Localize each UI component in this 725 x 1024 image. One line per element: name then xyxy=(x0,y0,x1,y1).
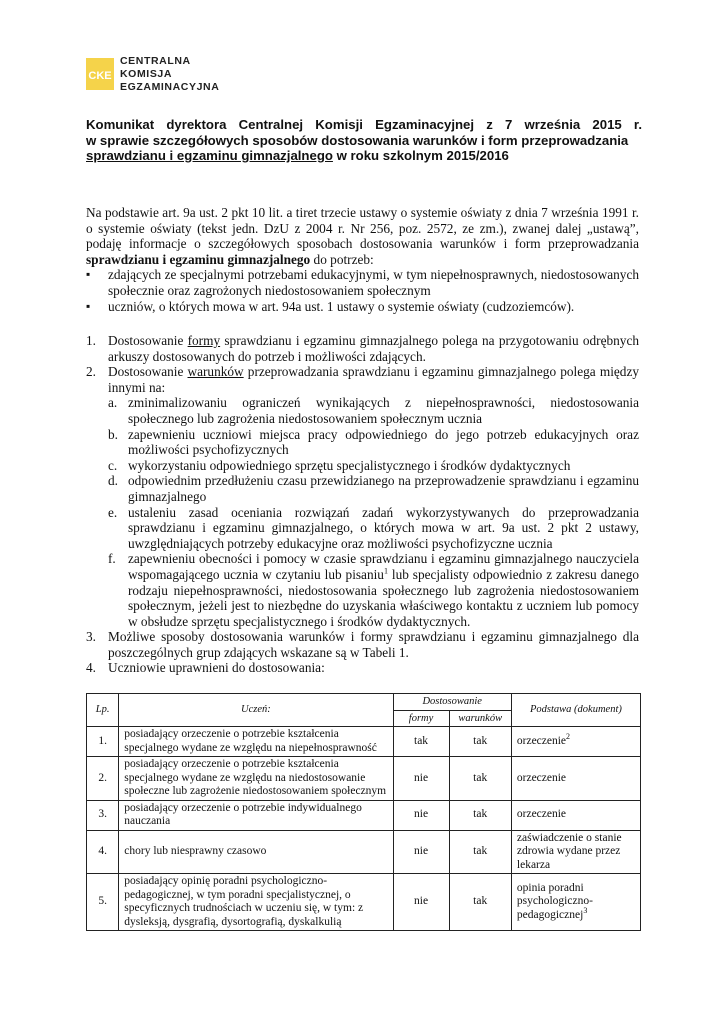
list-number: 3. xyxy=(86,629,96,645)
podstawa-text: orzeczenie xyxy=(516,734,567,747)
sub-text: ustaleniu zasad oceniania rozwiązań zadań wykorzystywanych do przeprowadzania sprawdzianu i egzaminu gimnazjalnego, o których mowa w art. 9a ust. 2 pkt 2 ustawy, uwzględniających potrzeby edukacyjne oraz możliwości psychofizyczne ucznia xyxy=(128,504,639,551)
sub-letter: b. xyxy=(108,426,118,442)
cell-podstawa xyxy=(511,800,640,830)
podstawa-text: orzeczenie xyxy=(516,771,567,784)
podstawa-text: opinia poradni psychologiczno-pedagogicznej xyxy=(516,881,593,921)
list-item-2 xyxy=(86,364,639,629)
table-row xyxy=(87,800,641,830)
eligibility-table xyxy=(86,693,641,931)
title-underlined: sprawdzianu i egzaminu gimnazjalnego xyxy=(86,148,333,163)
cell-uczen: posiadający orzeczenie o potrzebie kształcenia specjalnego wydane ze względu na niedostosowanie społeczne lub zagrożenie niedostosowaniem społecznym xyxy=(119,757,393,801)
title-line-3 xyxy=(86,148,642,164)
intro-text-1: Na podstawie art. 9a ust. 2 pkt 10 lit. a tiret trzecie ustawy o systemie oświaty z dnia 7 września 1991 r. o systemie oświaty (tekst jedn. DzU z 2004 r. Nr 256, poz. 2572, ze zm.), zwanej dalej „ustawą”, podaję informacje o szczegółowych sposobach dostosowania warunków i form przeprowadzania xyxy=(86,205,639,252)
table-header-row xyxy=(87,694,641,711)
sub-text: zapewnieniu uczniowi miejsca pracy odpowiedniego do jego potrzeb edukacyjnych oraz możliwości psychofizycznych xyxy=(128,426,639,458)
header-uczen: Uczeń: xyxy=(119,694,393,727)
footnote-ref: 1 xyxy=(383,566,388,576)
cke-logo-mark-icon xyxy=(86,58,114,90)
cell-lp: 1. xyxy=(87,727,119,757)
sub-letter: d. xyxy=(108,473,118,489)
logo-line-2: KOMISJA xyxy=(120,68,173,80)
intro-section xyxy=(86,205,639,314)
header-lp: Lp. xyxy=(87,694,119,727)
cell-podstawa xyxy=(511,727,640,757)
sub-letter: c. xyxy=(108,457,118,473)
list-number: 1. xyxy=(86,333,96,348)
sub-item-f xyxy=(108,551,639,629)
cell-formy: tak xyxy=(393,727,449,757)
cell-warunkow: tak xyxy=(449,757,511,801)
footnote-ref: 3 xyxy=(583,905,588,915)
sub-item-a xyxy=(108,395,639,426)
sub-item-e xyxy=(108,505,639,552)
numbered-list xyxy=(86,333,639,676)
header-dostosowanie: Dostosowanie xyxy=(393,694,511,711)
sub-item-d xyxy=(108,473,639,504)
cell-lp: 5. xyxy=(87,874,119,931)
sub-letter: f. xyxy=(108,551,116,567)
list-text: przeprowadzania sprawdzianu i egzaminu gimnazjalnego polega między innymi na: xyxy=(108,364,639,395)
list-underlined: formy xyxy=(187,333,221,348)
intro-text-2: do potrzeb: xyxy=(310,251,374,267)
table-row xyxy=(87,874,641,931)
logo-mark-text: CKE xyxy=(88,70,112,82)
sub-item-b xyxy=(108,427,639,458)
cell-uczen: posiadający opinię poradni psychologiczno-pedagogicznej, w tym poradni specjalistycznej, o specyficznych trudnościach w uczeniu się, w tym: z dysleksją, dysgrafią, dysortografią, dyskalkulią xyxy=(119,874,393,931)
list-underlined: warunków xyxy=(187,364,244,380)
cell-formy: nie xyxy=(393,874,449,931)
sub-text: lub specjalisty odpowiednio z zakresu danego rodzaju niepełnosprawności, niedostosowania społecznego lub zagrożenia niedostosowaniem społecznym, jeżeli jest to niezbędne do uzyskania właściwego kontaktu z uczniem lub pomocy w obsłudze sprzętu specjalistycznego i środków dydaktycznych. xyxy=(128,566,639,629)
header-podstawa: Podstawa (dokument) xyxy=(511,694,640,727)
cell-uczen: chory lub niesprawny czasowo xyxy=(119,830,393,874)
cell-uczen: posiadający orzeczenie o potrzebie kształcenia specjalnego wydane ze względu na niepełnosprawność xyxy=(119,727,393,757)
cell-formy: nie xyxy=(393,830,449,874)
list-text: Dostosowanie xyxy=(108,364,188,380)
list-item-4 xyxy=(86,660,639,676)
table-row xyxy=(87,830,641,874)
document-title xyxy=(86,117,642,164)
title-line-1: Komunikat dyrektora Centralnej Komisji Egzaminacyjnej z 7 września 2015 r. xyxy=(86,117,642,132)
cell-podstawa xyxy=(511,757,640,801)
podstawa-text: orzeczenie xyxy=(516,808,567,821)
cell-formy: nie xyxy=(393,757,449,801)
list-text: Uczniowie uprawnieni do dostosowania: xyxy=(108,660,325,676)
intro-bullet-2: ▪ uczniów, o których mowa w art. 94a ust. 1 ustawy o systemie oświaty (cudzoziemców). xyxy=(86,299,639,315)
logo-text xyxy=(120,55,219,94)
cell-lp: 4. xyxy=(87,830,119,874)
header-warunkow: warunków xyxy=(449,710,511,727)
intro-bullet-list xyxy=(86,267,639,314)
list-number: 2. xyxy=(86,364,96,380)
cell-lp: 3. xyxy=(87,800,119,830)
header-formy: formy xyxy=(393,710,449,727)
list-text: Dostosowanie xyxy=(108,333,188,348)
intro-bold: sprawdzianu i egzaminu gimnazjalnego xyxy=(86,251,311,267)
list-text: Możliwe sposoby dostosowania warunków i formy sprawdzianu i egzaminu gimnazjalnego dla poszczególnych grup zdających wskazane są w Tabeli 1. xyxy=(108,629,639,660)
intro-paragraph xyxy=(86,205,639,267)
title-rest: w roku szkolnym 2015/2016 xyxy=(332,148,509,163)
table-row xyxy=(87,757,641,801)
sub-text: zminimalizowaniu ograniczeń wynikających z niepełnosprawności, niedostosowania społecznego lub zagrożenia niedostosowaniem społecznym ucznia xyxy=(128,395,639,426)
logo-line-3: EGZAMINACYJNA xyxy=(120,81,220,93)
cell-warunkow: tak xyxy=(449,727,511,757)
title-line-2: w sprawie szczegółowych sposobów dostosowania warunków i form przeprowadzania xyxy=(86,132,629,148)
list-text: sprawdzianu i egzaminu gimnazjalnego polega na przygotowaniu odrębnych arkuszy dostosowanych do potrzeb i możliwości zdających. xyxy=(108,333,639,364)
cell-lp: 2. xyxy=(87,757,119,801)
list-item-3 xyxy=(86,629,639,660)
list-item-1 xyxy=(86,333,639,364)
cell-warunkow: tak xyxy=(449,800,511,830)
cell-warunkow: tak xyxy=(449,830,511,874)
sub-text: odpowiednim przedłużeniu czasu przewidzianego na przeprowadzenie sprawdzianu i egzaminu gimnazjalnego xyxy=(128,473,639,504)
cell-formy: nie xyxy=(393,800,449,830)
table-row xyxy=(87,727,641,757)
footnote-ref: 2 xyxy=(566,731,571,741)
sub-item-c xyxy=(108,458,639,474)
sub-text: wykorzystaniu odpowiedniego sprzętu specjalistycznego i środków dydaktycznych xyxy=(128,457,571,473)
sub-letter: e. xyxy=(108,504,118,520)
list-number: 4. xyxy=(86,660,96,676)
logo-line-1: CENTRALNA xyxy=(120,55,191,67)
cell-warunkow: tak xyxy=(449,874,511,931)
intro-bullet-1: ▪ zdających ze specjalnymi potrzebami edukacyjnymi, w tym niepełnosprawnych, niedostosowanych społecznie oraz zagrożonych niedostosowaniem społecznym xyxy=(86,267,639,298)
sub-letter: a. xyxy=(108,395,118,411)
podstawa-text: zaświadczenie o stanie zdrowia wydane przez lekarza xyxy=(516,831,622,871)
cell-podstawa xyxy=(511,830,640,874)
cell-podstawa xyxy=(511,874,640,931)
cell-uczen: posiadający orzeczenie o potrzebie indywidualnego nauczania xyxy=(119,800,393,830)
sub-text: zapewnieniu obecności i pomocy w czasie sprawdzianu i egzaminu gimnazjalnego nauczyciela wspomagającego ucznia w czytaniu lub pisaniu xyxy=(128,551,639,582)
